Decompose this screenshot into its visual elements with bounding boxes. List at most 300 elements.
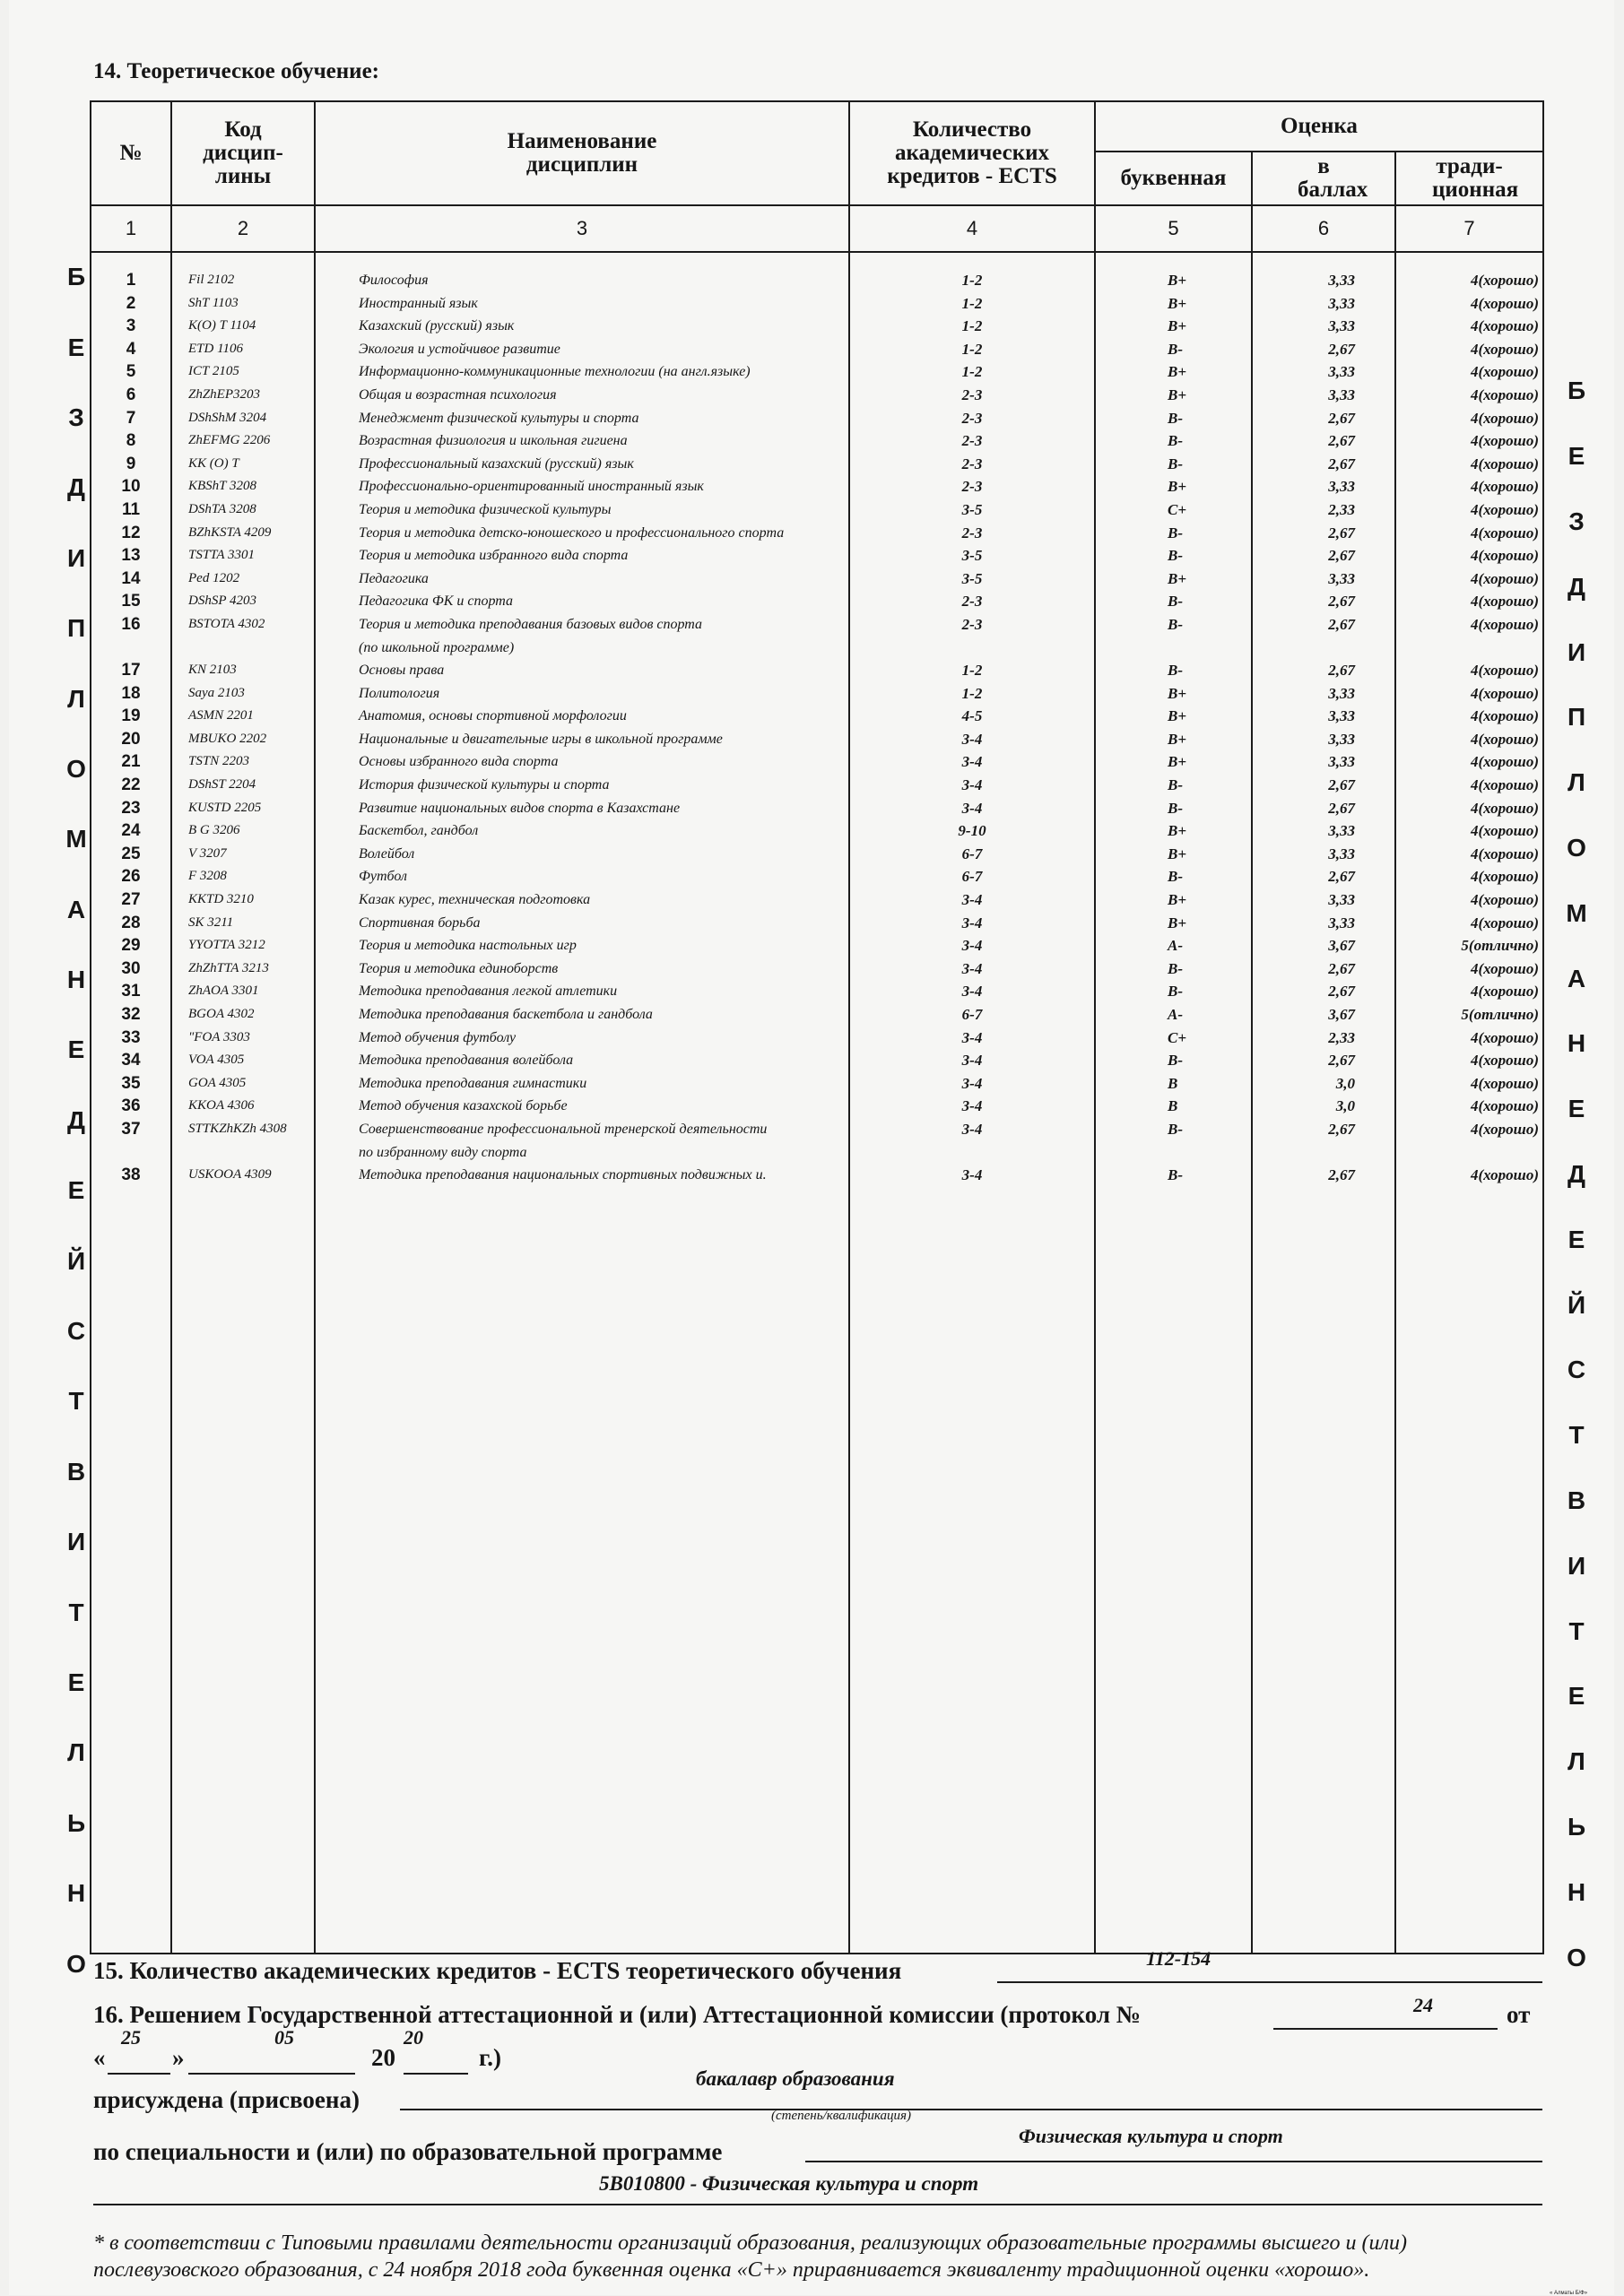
watermark-letter: Н — [1567, 1029, 1586, 1058]
row-name: Волейбол — [359, 845, 415, 862]
row-name: Методика преподавания легкой атлетики — [359, 983, 618, 1000]
row-code: ASMN 2201 — [188, 708, 254, 723]
row-number: 19 — [121, 706, 141, 726]
watermark-letter: Л — [1568, 1747, 1585, 1776]
row-spacer — [1096, 1141, 1251, 1165]
row-code: SK 3211 — [188, 914, 234, 930]
row-traditional-grade: 4(хорошо) — [1470, 891, 1539, 909]
row-points: 2,67 — [1328, 409, 1355, 427]
row-code: "FOA 3303 — [188, 1029, 250, 1044]
row-letter-grade: B+ — [1168, 891, 1187, 909]
column-number: 4 — [849, 205, 1095, 252]
row-code: ZhZhEP3203 — [188, 386, 261, 402]
row-traditional-grade: 4(хорошо) — [1470, 1120, 1539, 1138]
item16-protocol-underline — [1273, 2028, 1498, 2030]
watermark-letter: О — [1567, 1943, 1586, 1971]
row-credits: 3-5 — [961, 547, 983, 565]
row-letter-grade: B+ — [1168, 569, 1187, 587]
row-spacer — [83, 637, 314, 660]
row-code: KUSTD 2205 — [188, 800, 262, 815]
row-traditional-grade: 4(хорошо) — [1470, 730, 1539, 748]
row-spacer — [1253, 637, 1394, 660]
row-letter-grade: B- — [1168, 547, 1183, 565]
row-credits: 1-2 — [961, 363, 983, 381]
row-number: 20 — [121, 729, 141, 749]
header-code: Код дисцип- лины — [171, 101, 315, 205]
row-letter-grade: B- — [1168, 1120, 1183, 1138]
row-points: 2,67 — [1328, 593, 1355, 611]
watermark-letter: С — [66, 1317, 86, 1346]
watermark-letter: В — [1567, 1486, 1586, 1514]
watermark-letter: Е — [67, 1176, 85, 1205]
watermark-letter: В — [66, 1457, 86, 1486]
row-points: 2,67 — [1328, 1120, 1355, 1138]
grades-table — [90, 100, 1544, 1954]
watermark-letter: Е — [67, 1035, 85, 1064]
row-credits: 3-4 — [961, 959, 983, 977]
row-letter-grade: B- — [1168, 662, 1183, 680]
date-month: 05 — [274, 2026, 294, 2049]
column-points — [1252, 252, 1395, 1954]
watermark-letter: Й — [1567, 1290, 1586, 1319]
row-credits: 3-4 — [961, 1120, 983, 1138]
row-letter-grade: B- — [1168, 524, 1183, 542]
row-letter-grade: B+ — [1168, 753, 1187, 771]
row-number: 14 — [121, 568, 141, 588]
row-traditional-grade: 4(хорошо) — [1470, 983, 1539, 1001]
row-letter-grade: B+ — [1168, 914, 1187, 931]
row-credits: 2-3 — [961, 455, 983, 472]
watermark-letter: Е — [67, 333, 85, 361]
row-credits: 3-4 — [961, 914, 983, 931]
row-points: 3,33 — [1328, 822, 1355, 840]
row-points: 2,67 — [1328, 868, 1355, 886]
row-points: 3,0 — [1335, 1097, 1355, 1115]
row-traditional-grade: 4(хорошо) — [1470, 822, 1539, 840]
row-traditional-grade: 4(хорошо) — [1470, 455, 1539, 472]
row-letter-grade: B- — [1168, 432, 1183, 450]
row-name: Общая и возрастная психология — [359, 386, 557, 403]
row-points: 3,33 — [1328, 272, 1355, 289]
column-number: 2 — [171, 205, 315, 252]
row-number: 35 — [121, 1073, 141, 1093]
row-code: Fil 2102 — [188, 273, 235, 287]
item15-label: 15. Количество академических кредитов - ECTS теоретического обучения — [93, 1957, 902, 1984]
row-traditional-grade: 4(хорошо) — [1470, 845, 1539, 862]
watermark-letter: О — [66, 754, 86, 783]
row-points: 3,33 — [1328, 478, 1355, 496]
row-code: USKOOA 4309 — [188, 1167, 272, 1183]
watermark-letter: Б — [66, 263, 86, 291]
row-name: Казахский (русский) язык — [359, 318, 515, 334]
watermark-letter: П — [1567, 703, 1586, 732]
watermark-letter: Т — [68, 1598, 84, 1626]
row-number: 15 — [121, 592, 141, 611]
row-name: Совершенствование профессиональной тренерской деятельности — [359, 1121, 768, 1137]
row-points: 3,33 — [1328, 363, 1355, 381]
watermark-letter: Т — [1568, 1421, 1585, 1450]
row-letter-grade: B+ — [1168, 478, 1187, 496]
row-code: BSTOTA 4302 — [188, 616, 265, 631]
row-credits: 2-3 — [961, 478, 983, 496]
row-number: 16 — [121, 614, 141, 634]
row-number: 2 — [126, 293, 136, 313]
item18-label: по специальности и (или) по образовательной программе — [93, 2138, 723, 2165]
row-code: KKOA 4306 — [188, 1098, 255, 1113]
row-credits: 2-3 — [961, 432, 983, 450]
row-name: Иностранный язык — [359, 295, 478, 311]
watermark-letter: И — [66, 543, 86, 572]
row-number: 7 — [126, 408, 136, 428]
row-letter-grade: B+ — [1168, 363, 1187, 381]
row-name: Информационно-коммуникационные технологии (на англ.языке) — [359, 364, 751, 380]
printer-mark: « Алматы Б/Ф» — [1550, 2291, 1588, 2296]
row-name: Профессиональный казахский (русский) язык — [359, 455, 634, 472]
row-points: 3,33 — [1328, 707, 1355, 725]
row-code: KKTD 3210 — [188, 892, 254, 907]
row-credits: 3-4 — [961, 1097, 983, 1115]
row-number: 17 — [121, 661, 141, 680]
header-credits: Количество академических кредитов - ECTS — [849, 101, 1095, 205]
row-spacer — [1396, 637, 1542, 660]
row-traditional-grade: 4(хорошо) — [1470, 914, 1539, 931]
row-code: GOA 4305 — [188, 1075, 247, 1090]
row-credits: 3-4 — [961, 1074, 983, 1092]
row-letter-grade: B — [1168, 1097, 1178, 1115]
watermark-letter: М — [1566, 898, 1587, 927]
row-number: 21 — [121, 752, 141, 772]
row-spacer — [850, 637, 1094, 660]
row-code: KBShT 3208 — [188, 479, 256, 494]
row-name: Футбол — [359, 869, 407, 885]
row-points: 3,33 — [1328, 891, 1355, 909]
row-credits: 3-4 — [961, 799, 983, 817]
row-traditional-grade: 4(хорошо) — [1470, 478, 1539, 496]
row-spacer — [83, 1141, 314, 1165]
row-code: ETD 1106 — [188, 341, 243, 356]
watermark-letter: Е — [67, 1668, 85, 1696]
row-name: Теория и методика физической культуры — [359, 501, 612, 517]
row-traditional-grade: 4(хорошо) — [1470, 294, 1539, 312]
header-grade: Оценка — [1095, 101, 1543, 152]
row-credits: 3-4 — [961, 730, 983, 748]
row-letter-grade: B- — [1168, 409, 1183, 427]
row-spacer — [1096, 637, 1251, 660]
protocol-number: 24 — [1413, 1994, 1433, 2016]
row-credits: 2-3 — [961, 524, 983, 542]
row-traditional-grade: 4(хорошо) — [1470, 1074, 1539, 1092]
degree-value: бакалавр образования — [696, 2067, 895, 2090]
row-name: Возрастная физиология и школьная гигиена — [359, 433, 628, 449]
watermark-letter: Д — [67, 1105, 85, 1134]
row-letter-grade: B- — [1168, 868, 1183, 886]
row-code: B G 3206 — [188, 823, 240, 838]
watermark-letter: М — [65, 825, 87, 853]
row-credits: 3-4 — [961, 1028, 983, 1046]
row-number: 32 — [121, 1005, 141, 1024]
row-name: Экология и устойчивое развитие — [359, 341, 560, 357]
row-code: ShT 1103 — [188, 295, 239, 310]
row-number: 24 — [121, 821, 141, 841]
row-code: ZhAOA 3301 — [188, 983, 259, 999]
row-credits: 3-5 — [961, 569, 983, 587]
row-credits: 3-5 — [961, 500, 983, 518]
row-number: 27 — [121, 890, 141, 910]
column-code — [171, 252, 315, 1954]
row-points: 2,33 — [1328, 1028, 1355, 1046]
row-name: Методика преподавания баскетбола и гандбола — [359, 1007, 653, 1022]
row-credits: 3-4 — [961, 753, 983, 771]
row-number: 36 — [121, 1096, 141, 1116]
watermark-letter: Д — [1568, 1159, 1585, 1188]
watermark-letter: Й — [66, 1246, 86, 1275]
row-traditional-grade: 5(отлично) — [1461, 937, 1539, 955]
row-letter-grade: B- — [1168, 455, 1183, 472]
item15-value: 112-154 — [1146, 1947, 1211, 1970]
row-traditional-grade: 4(хорошо) — [1470, 547, 1539, 565]
row-number: 29 — [121, 936, 141, 956]
row-credits: 6-7 — [961, 868, 983, 886]
row-traditional-grade: 4(хорошо) — [1470, 776, 1539, 794]
header-no: № — [91, 101, 171, 205]
watermark-letter: Н — [66, 966, 86, 994]
watermark-letter: Д — [67, 473, 85, 502]
row-credits: 6-7 — [961, 1006, 983, 1023]
row-credits: 4-5 — [961, 707, 983, 725]
row-letter-grade: B- — [1168, 615, 1183, 633]
row-letter-grade: B- — [1168, 1052, 1183, 1070]
row-number: 33 — [121, 1027, 141, 1047]
row-points: 2,67 — [1328, 615, 1355, 633]
row-number: 38 — [121, 1165, 141, 1185]
row-name: Менеджмент физической культуры и спорта — [359, 410, 639, 426]
row-name: Основы избранного вида спорта — [359, 754, 559, 770]
item18-underline — [805, 2161, 1542, 2162]
row-number: 31 — [121, 982, 141, 1001]
row-traditional-grade: 4(хорошо) — [1470, 615, 1539, 633]
watermark-letter: Ь — [1567, 1812, 1586, 1841]
row-name: Анатомия, основы спортивной морфологии — [359, 708, 627, 724]
row-points: 3,33 — [1328, 684, 1355, 702]
row-name: Национальные и двигательные игры в школьной программе — [359, 731, 723, 747]
row-credits: 1-2 — [961, 294, 983, 312]
row-number: 3 — [126, 316, 136, 336]
row-credits: 1-2 — [961, 272, 983, 289]
row-points: 2,67 — [1328, 776, 1355, 794]
row-traditional-grade: 4(хорошо) — [1470, 753, 1539, 771]
row-points: 2,67 — [1328, 524, 1355, 542]
row-points: 2,67 — [1328, 959, 1355, 977]
row-number: 28 — [121, 913, 141, 932]
item16-ot: от — [1507, 2001, 1531, 2028]
row-points: 3,33 — [1328, 294, 1355, 312]
row-code: Ped 1202 — [188, 570, 240, 585]
row-number: 12 — [121, 523, 141, 542]
row-letter-grade: A- — [1168, 1006, 1183, 1023]
row-code: BGOA 4302 — [188, 1007, 255, 1021]
row-credits: 3-4 — [961, 937, 983, 955]
watermark-letter: Л — [67, 1738, 85, 1767]
row-credits: 2-3 — [961, 615, 983, 633]
row-code: ZhEFMG 2206 — [188, 433, 271, 448]
row-code: TSTN 2203 — [188, 754, 249, 769]
watermark-letter: А — [1567, 964, 1586, 992]
row-name: Спортивная борьба — [359, 914, 481, 931]
decision-date: « » 20 г.) — [93, 2044, 631, 2080]
watermark-letter: Д — [1568, 572, 1585, 601]
row-code: YYOTTA 3212 — [188, 938, 265, 953]
row-name: Методика преподавания гимнастики — [359, 1075, 587, 1091]
row-name: Педагогика ФК и спорта — [359, 593, 514, 610]
row-traditional-grade: 4(хорошо) — [1470, 868, 1539, 886]
row-number: 23 — [121, 798, 141, 818]
row-traditional-grade: 4(хорошо) — [1470, 363, 1539, 381]
row-credits: 3-4 — [961, 891, 983, 909]
row-letter-grade: B- — [1168, 593, 1183, 611]
row-number: 11 — [121, 499, 141, 519]
row-credits: 3-4 — [961, 1052, 983, 1070]
row-name: Казак курес, техническая подготовка — [359, 892, 591, 908]
row-credits: 3-4 — [961, 776, 983, 794]
row-number: 18 — [121, 683, 141, 703]
row-number: 8 — [126, 431, 136, 451]
row-letter-grade: B+ — [1168, 386, 1187, 403]
row-letter-grade: B+ — [1168, 707, 1187, 725]
row-points: 3,33 — [1328, 386, 1355, 403]
row-points: 3,0 — [1335, 1074, 1355, 1092]
row-points: 2,67 — [1328, 455, 1355, 472]
row-code: K(O) T 1104 — [188, 318, 256, 334]
column-number: 6 — [1252, 205, 1395, 252]
row-traditional-grade: 4(хорошо) — [1470, 569, 1539, 587]
row-points: 2,67 — [1328, 1052, 1355, 1070]
row-letter-grade: A- — [1168, 937, 1183, 955]
watermark-letter: И — [66, 1528, 86, 1556]
row-number: 25 — [121, 844, 141, 863]
watermark-letter: Н — [1567, 1877, 1586, 1906]
row-name: Профессионально-ориентированный иностранный язык — [359, 479, 704, 495]
column-trad — [1395, 252, 1543, 1954]
row-traditional-grade: 4(хорошо) — [1470, 386, 1539, 403]
row-credits: 6-7 — [961, 845, 983, 862]
row-traditional-grade: 4(хорошо) — [1470, 593, 1539, 611]
row-name: Основы права — [359, 663, 445, 679]
row-points: 2,67 — [1328, 662, 1355, 680]
row-code: VOA 4305 — [188, 1053, 245, 1068]
row-letter-grade: B+ — [1168, 822, 1187, 840]
row-points: 2,67 — [1328, 547, 1355, 565]
row-name: Развитие национальных видов спорта в Казахстане — [359, 800, 681, 816]
header-points: в баллах — [1252, 152, 1395, 205]
row-traditional-grade: 4(хорошо) — [1470, 524, 1539, 542]
row-code: DShST 2204 — [188, 777, 256, 793]
section-title: 14. Теоретическое обучение: — [93, 59, 379, 83]
column-credits — [849, 252, 1095, 1954]
row-code: TSTTA 3301 — [188, 548, 256, 563]
watermark-letter: Л — [1568, 768, 1585, 797]
row-points: 3,33 — [1328, 569, 1355, 587]
row-code: DShTA 3208 — [188, 501, 256, 516]
row-letter-grade: B- — [1168, 983, 1183, 1001]
column-letter — [1095, 252, 1252, 1954]
watermark-letter: Е — [1568, 442, 1585, 471]
row-name: Теория и методика детско-юношеского и профессионального спорта — [359, 524, 785, 541]
row-points: 3,33 — [1328, 914, 1355, 931]
row-number: 5 — [126, 362, 136, 382]
row-traditional-grade: 4(хорошо) — [1470, 272, 1539, 289]
column-number: 5 — [1095, 205, 1252, 252]
row-name: Теория и методика настольных игр — [359, 938, 577, 954]
row-code: DShShM 3204 — [188, 410, 267, 425]
row-points: 2,67 — [1328, 340, 1355, 358]
row-code: STTKZhKZh 4308 — [188, 1121, 287, 1136]
row-points: 2,67 — [1328, 983, 1355, 1001]
row-letter-grade: B- — [1168, 959, 1183, 977]
watermark-letter: З — [68, 403, 84, 431]
row-name: Метод обучения футболу — [359, 1029, 517, 1045]
row-traditional-grade: 5(отлично) — [1461, 1006, 1539, 1023]
row-name: Теория и методика преподавания базовых видов спорта — [359, 616, 703, 632]
row-traditional-grade: 4(хорошо) — [1470, 432, 1539, 450]
row-credits: 2-3 — [961, 409, 983, 427]
row-traditional-grade: 4(хорошо) — [1470, 959, 1539, 977]
row-points: 3,33 — [1328, 845, 1355, 862]
row-spacer — [1396, 1141, 1542, 1165]
row-number: 6 — [126, 385, 136, 404]
row-points: 2,67 — [1328, 1166, 1355, 1184]
watermark-letter: С — [1567, 1356, 1586, 1384]
row-traditional-grade: 4(хорошо) — [1470, 1166, 1539, 1184]
row-number: 37 — [121, 1119, 141, 1139]
row-code: ZhZhTTA 3213 — [188, 960, 269, 975]
row-points: 3,67 — [1328, 1006, 1355, 1023]
row-number: 26 — [121, 867, 141, 887]
footnote: * в соответствии с Типовыми правилами деятельности организаций образования, реализующих образовательные программы высшего и (или) послевузовского образования, с 24 ноября 2018 года буквенная оценка «С+» приравнивается эквиваленту традиционной оценки «хорошо». — [93, 2231, 1407, 2282]
row-name: Теория и методика единоборств — [359, 960, 559, 976]
row-traditional-grade: 4(хорошо) — [1470, 1052, 1539, 1070]
row-credits: 1-2 — [961, 340, 983, 358]
row-traditional-grade: 4(хорошо) — [1470, 707, 1539, 725]
row-code: F 3208 — [188, 869, 227, 884]
row-letter-grade: C+ — [1168, 500, 1187, 518]
row-number: 10 — [121, 477, 141, 497]
watermark-letter: Н — [66, 1879, 86, 1908]
header-letter: буквенная — [1095, 152, 1252, 205]
row-number: 1 — [126, 271, 136, 290]
row-letter-grade: B+ — [1168, 845, 1187, 862]
row-name-continued: по избранному виду спорта — [359, 1144, 527, 1160]
row-name: Баскетбол, гандбол — [359, 823, 479, 839]
row-credits: 1-2 — [961, 684, 983, 702]
row-name: Метод обучения казахской борьбе — [359, 1098, 568, 1114]
row-points: 3,33 — [1328, 753, 1355, 771]
degree-caption: (степень/квалификация) — [771, 2109, 911, 2123]
date-day: 25 — [121, 2026, 141, 2049]
row-credits: 2-3 — [961, 386, 983, 403]
row-credits: 1-2 — [961, 317, 983, 335]
watermark-letter: Е — [1568, 1225, 1585, 1253]
watermark-letter: Л — [67, 684, 85, 713]
watermark-letter: Е — [1568, 1095, 1585, 1123]
column-name — [315, 252, 849, 1954]
row-name: Методика преподавания волейбола — [359, 1053, 574, 1069]
row-points: 2,67 — [1328, 432, 1355, 450]
row-traditional-grade: 4(хорошо) — [1470, 317, 1539, 335]
column-number: 3 — [315, 205, 849, 252]
row-letter-grade: B+ — [1168, 294, 1187, 312]
watermark-letter: А — [66, 895, 86, 923]
row-code: KK (O) T — [188, 455, 239, 471]
